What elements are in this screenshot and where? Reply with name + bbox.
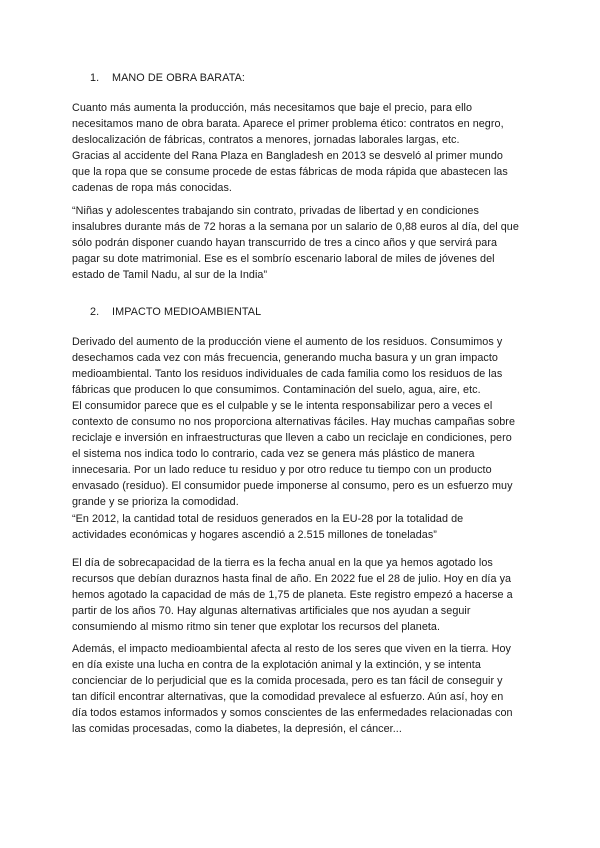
text-line: innecesaria. Por un lado reduce tu residuo y por otro reduce tu tiempo con un producto xyxy=(72,464,492,476)
text-line: Gracias al accidente del Rana Plaza en Bangladesh en 2013 se desveló al primer mundo xyxy=(72,150,503,162)
text-line: hemos agotado la capacidad de más de 1,75 de planeta. Este registro empezó a hacerse a xyxy=(72,589,513,601)
section1-heading xyxy=(90,70,245,86)
text-line: pagar su dote matrimonial. Ese es el sombrío escenario laboral de miles de jóvenes del xyxy=(72,253,495,265)
text-line: “En 2012, la cantidad total de residuos generados en la EU-28 por la totalidad de xyxy=(72,513,464,525)
text-line: medioambiental. Tanto los residuos individuales de cada familia como los residuos de las xyxy=(72,368,503,380)
section1-quote xyxy=(72,203,532,283)
text-line: envasado (residuo). El consumidor puede imponerse al consumo, pero es un esfuerzo muy xyxy=(72,480,513,492)
text-line: que la ropa que se consume procede de estas fábricas de moda rápida que abastecen las xyxy=(72,166,508,178)
section1-number: 1. xyxy=(90,72,100,84)
text-line: reciclaje e inversión en infraestructuras que lleven a cabo un reciclaje en condiciones, pero xyxy=(72,432,512,444)
section2-number: 2. xyxy=(90,306,100,318)
text-line: necesitamos mano de obra barata. Aparece el primer problema ético: contratos en negro, xyxy=(72,118,504,130)
text-line: El consumidor parece que es el culpable y se le intenta responsabilizar pero a veces el xyxy=(72,400,493,412)
section2-paragraph1 xyxy=(72,334,532,510)
text-line: partir de los años 70. Hay algunas alternativas artificiales que nos ayudan a seguir xyxy=(72,605,471,617)
text-line: desechamos cada vez con más frecuencia, generando mucha basura y un gran impacto xyxy=(72,352,498,364)
text-line: estado de Tamil Nadu, al sur de la India” xyxy=(72,269,268,281)
text-line: contexto de consumo no nos proporciona alternativas fáciles. Hay muchas campañas sobre xyxy=(72,416,516,428)
text-line: día todos estamos informados y somos conscientes de las enfermedades relacionadas con xyxy=(72,707,513,719)
section2-heading xyxy=(90,304,261,320)
section2-paragraph3 xyxy=(72,641,532,737)
text-line: actividades económicas y hogares ascendió a 2.515 millones de toneladas” xyxy=(72,529,437,541)
text-line: concienciar de lo perjudicial que es la comida procesada, pero es tan fácil de conseguir y xyxy=(72,675,503,687)
text-line: Cuanto más aumenta la producción, más necesitamos que baje el precio, para ello xyxy=(72,102,473,114)
text-line: cadenas de ropa más conocidas. xyxy=(72,182,232,194)
section1-title: MANO DE OBRA BARATA: xyxy=(112,72,245,84)
text-line: el sistema nos indica todo lo contrario, cada vez se genera más plástico de manera xyxy=(72,448,475,460)
section1-paragraph1 xyxy=(72,100,532,196)
section2-paragraph2 xyxy=(72,555,532,635)
text-line: deslocalización de fábricas, contratos a menores, jornadas laborales largas, etc. xyxy=(72,134,460,146)
text-line: en día existe una lucha en contra de la explotación animal y la extinción, y se intenta xyxy=(72,659,481,671)
text-line: sólo podrán disponer cuando hayan transcurrido de tres a cinco años y que servirá para xyxy=(72,237,498,249)
section2-quote xyxy=(72,511,532,543)
text-line: recursos que debían duraznos hasta final de año. En 2022 fue el 28 de julio. Hoy en día ya xyxy=(72,573,512,585)
text-line: grande y se prioriza la comodidad. xyxy=(72,496,239,508)
text-line: Derivado del aumento de la producción viene el aumento de los residuos. Consumimos y xyxy=(72,336,503,348)
text-line: Además, el impacto medioambiental afecta al resto de los seres que viven en la tierra. Hoy xyxy=(72,643,511,655)
text-line: las comidas procesadas, como la diabetes, la depresión, el cáncer... xyxy=(72,723,402,735)
text-line: “Niñas y adolescentes trabajando sin contrato, privadas de libertad y en condiciones xyxy=(72,205,479,217)
text-line: fábricas que producen lo que consumimos. Contaminación del suelo, agua, aire, etc. xyxy=(72,384,481,396)
text-line: insalubres durante más de 72 horas a la semana por un salario de 0,88 euros al día, del que xyxy=(72,221,519,233)
section2-title: IMPACTO MEDIOAMBIENTAL xyxy=(112,306,262,318)
text-line: tan difícil encontrar alternativas, que la comodidad prevalece al esfuerzo. Aún así, hoy en xyxy=(72,691,504,703)
text-line: El día de sobrecapacidad de la tierra es la fecha anual en la que ya hemos agotado los xyxy=(72,557,493,569)
text-line: consumiendo al mismo ritmo sin tener que explotar los recursos del planeta. xyxy=(72,621,441,633)
